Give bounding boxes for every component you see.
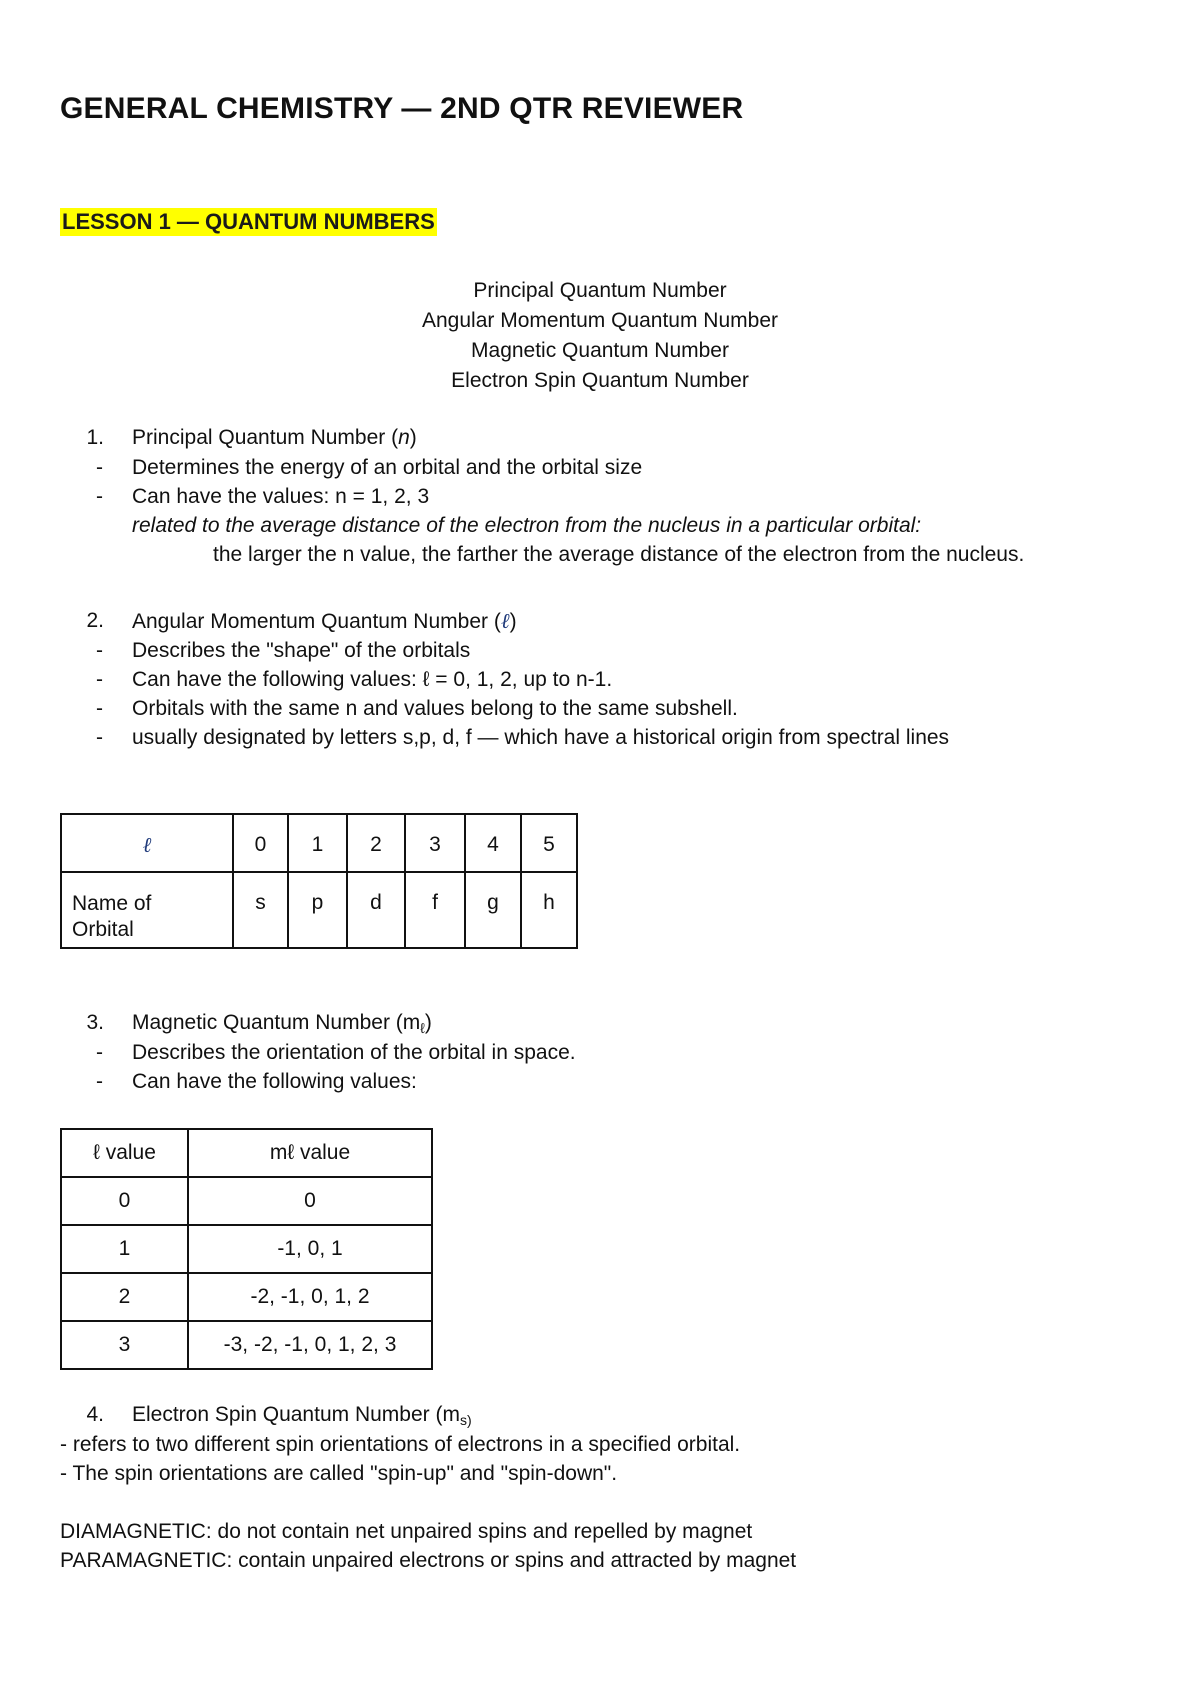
table-row	[61, 1225, 432, 1273]
section-heading-magnetic: Magnetic Quantum Number $(m_\ell)$	[132, 1011, 432, 1036]
bullet-text: Can have the values: n = 1, 2, 3	[132, 485, 430, 508]
lesson-heading: LESSON 1 — QUANTUM NUMBERS	[62, 209, 435, 234]
section-heading-spin: Electron Spin Quantum Number ($m_{s)}$	[132, 1403, 472, 1428]
table-row	[61, 872, 577, 948]
bullet-dash: -	[96, 726, 103, 749]
bullet-dash: -	[96, 456, 103, 479]
table-cell: 5	[521, 814, 577, 872]
table-cell: 2	[61, 1273, 188, 1321]
table-row	[61, 1321, 432, 1369]
table-cell: 1	[61, 1225, 188, 1273]
table-cell: 4	[465, 814, 521, 872]
table-row-label: Name of Orbital	[61, 872, 233, 948]
table-row	[61, 1177, 432, 1225]
table-cell: 0	[233, 814, 288, 872]
bullet-dash: -	[96, 1070, 103, 1093]
bullet-dash: -	[96, 697, 103, 720]
table-cell: h	[521, 872, 577, 948]
overview-item: Principal Quantum Number	[473, 279, 727, 302]
section-number: 4.	[86, 1403, 104, 1426]
table-cell: -3, -2, -1, 0, 1, 2, 3	[188, 1321, 432, 1369]
overview-item: Electron Spin Quantum Number	[451, 369, 749, 392]
orbital-names-table	[60, 813, 578, 949]
table-cell: 1	[288, 814, 347, 872]
section-number: 2.	[86, 609, 104, 632]
table-cell: p	[288, 872, 347, 948]
table-cell: -2, -1, 0, 1, 2	[188, 1273, 432, 1321]
section-heading-angular: Angular Momentum Quantum Number (ℓ)	[132, 609, 517, 633]
table-row	[61, 1273, 432, 1321]
note-detail: the larger the n value, the farther the average distance of the electron from the nucleus.	[213, 543, 1025, 566]
table-cell: 2	[347, 814, 405, 872]
bullet-dash: -	[96, 1041, 103, 1064]
table-cell: f	[405, 872, 465, 948]
bullet-text: usually designated by letters s,p, d, f — which have a historical origin from spectral lines	[132, 726, 950, 749]
quantum-number-overview	[0, 276, 1200, 396]
bullet-dash: -	[96, 639, 103, 662]
table-cell: 0	[188, 1177, 432, 1225]
table-cell: 3	[61, 1321, 188, 1369]
table-header-cell: mℓ value	[188, 1129, 432, 1177]
table-row	[61, 1129, 432, 1177]
table-header-cell: ℓ value	[61, 1129, 188, 1177]
magnetic-values-table	[60, 1128, 433, 1370]
table-cell: -1, 0, 1	[188, 1225, 432, 1273]
bullet-text: Describes the orientation of the orbital in space.	[132, 1041, 576, 1064]
table-cell: g	[465, 872, 521, 948]
body-line: - The spin orientations are called "spin-up" and "spin-down".	[60, 1462, 618, 1485]
table-header-cell: ℓ	[61, 814, 233, 872]
page-title: GENERAL CHEMISTRY — 2ND QTR REVIEWER	[60, 92, 744, 125]
italic-note: related to the average distance of the electron from the nucleus in a particular orbital:	[132, 514, 922, 537]
bullet-dash: -	[96, 485, 103, 508]
table-cell: s	[233, 872, 288, 948]
definition-diamagnetic: DIAMAGNETIC: do not contain net unpaired spins and repelled by magnet	[60, 1520, 753, 1543]
overview-item: Angular Momentum Quantum Number	[422, 309, 778, 332]
bullet-text: Orbitals with the same n and values belong to the same subshell.	[132, 697, 738, 720]
body-line: - refers to two different spin orientations of electrons in a specified orbital.	[60, 1433, 741, 1456]
bullet-text: Can have the following values: ℓ = 0, 1, 2, up to n-1.	[132, 668, 613, 691]
bullet-text: Describes the "shape" of the orbitals	[132, 639, 471, 662]
bullet-dash: -	[96, 668, 103, 691]
table-cell: d	[347, 872, 405, 948]
bullet-text: Can have the following values:	[132, 1070, 417, 1093]
section-heading-principal: Principal Quantum Number (n)	[132, 426, 417, 449]
section-number: 1.	[86, 426, 104, 449]
section-number: 3.	[86, 1011, 104, 1034]
bullet-text: Determines the energy of an orbital and the orbital size	[132, 456, 643, 479]
definition-paramagnetic: PARAMAGNETIC: contain unpaired electrons or spins and attracted by magnet	[60, 1549, 797, 1572]
table-row	[61, 814, 577, 872]
table-cell: 3	[405, 814, 465, 872]
table-cell: 0	[61, 1177, 188, 1225]
overview-item: Magnetic Quantum Number	[471, 339, 729, 362]
